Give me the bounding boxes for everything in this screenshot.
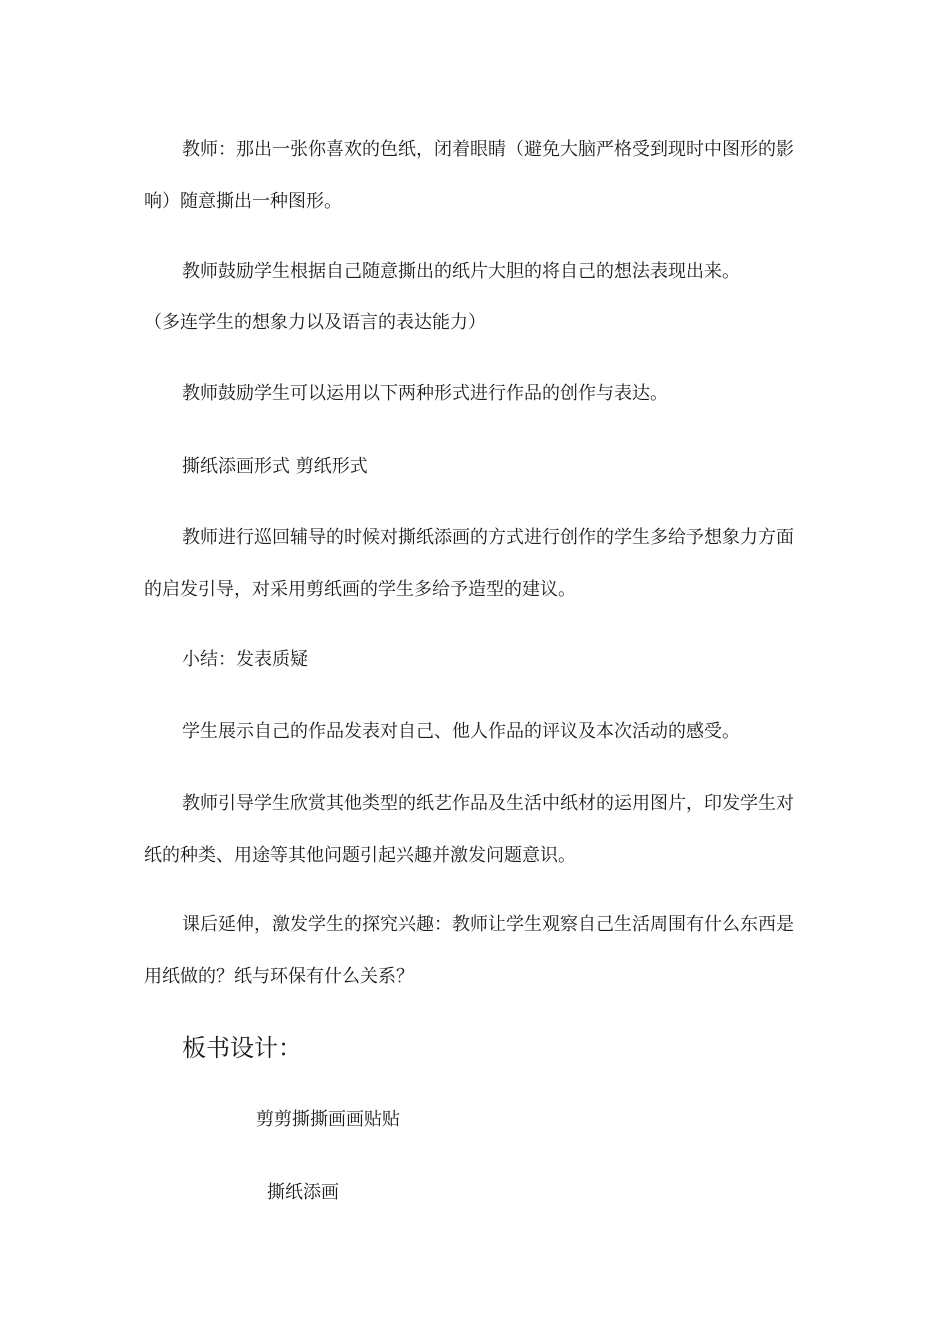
paragraph-two-forms: 教师鼓励学生可以运用以下两种形式进行作品的创作与表达。 (182, 383, 668, 404)
paragraph-extension: 课后延伸，激发学生的探究兴趣：教师让学生观察自己生活周围有什么东西是用纸做的？纸与环保有什么关系？ (144, 914, 794, 987)
paragraph-appreciation: 教师引导学生欣赏其他类型的纸艺作品及生活中纸材的运用图片，印发学生对纸的种类、用途等其他问题引起兴趣并激发问题意识。 (144, 793, 794, 866)
paragraph-summary: 小结：发表质疑 (182, 649, 308, 670)
paragraph-express-ideas: 教师鼓励学生根据自己随意撕出的纸片大胆的将自己的想法表现出来。 (182, 261, 740, 282)
paragraph-tour-guidance: 教师进行巡回辅导的时候对撕纸添画的方式进行创作的学生多给予想象力方面的启发引导，对采用剪纸画的学生多给予造型的建议。 (144, 527, 794, 600)
paragraph-imagination-note: （多连学生的想象力以及语言的表达能力） (144, 312, 486, 333)
paragraph-tear-paper-instruction: 教师：那出一张你喜欢的色纸，闭着眼睛（避免大脑严格受到现时中图形的影响）随意撕出一种图形。 (144, 139, 794, 212)
board-design-heading: 板书设计： (182, 1034, 302, 1062)
paragraph-form-names: 撕纸添画形式 剪纸形式 (182, 456, 368, 477)
board-title: 剪剪撕撕画画贴贴 (256, 1109, 400, 1130)
paragraph-student-showcase: 学生展示自己的作品发表对自己、他人作品的评议及本次活动的感受。 (182, 721, 740, 742)
board-item: 撕纸添画 (267, 1182, 339, 1203)
